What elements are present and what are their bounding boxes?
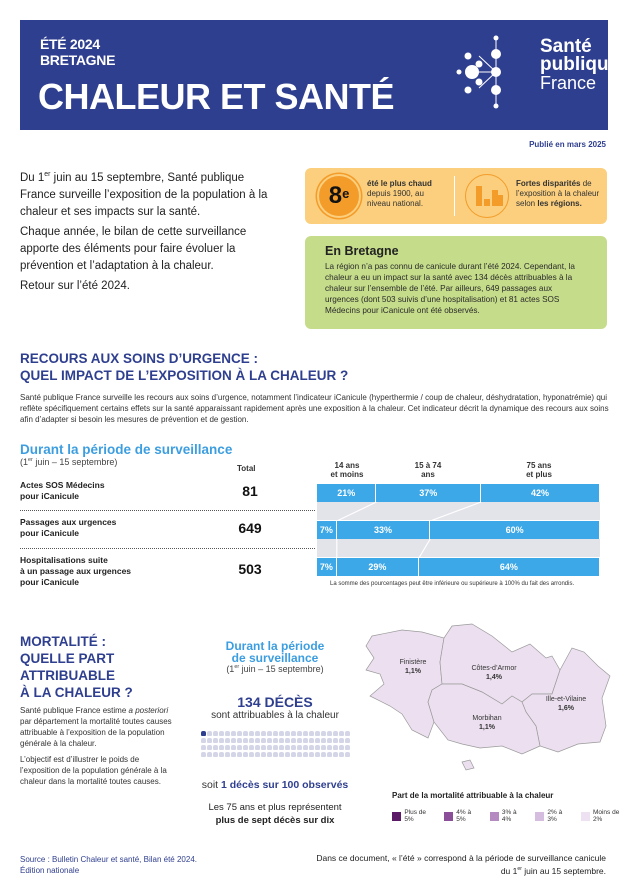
person-icon [327, 745, 332, 750]
bar-segment: 37% [376, 484, 481, 502]
legend-title: Part de la mortalité attribuable à la chaleur [392, 791, 554, 800]
person-icon [339, 731, 344, 736]
person-icon [345, 731, 350, 736]
person-icon [237, 745, 242, 750]
person-icon [285, 745, 290, 750]
person-icon [321, 738, 326, 743]
person-icon [249, 752, 254, 757]
person-icon [249, 731, 254, 736]
person-icon [243, 738, 248, 743]
mortalite-period: Durant la période de surveillance (1er juin – 15 septembre) [225, 639, 325, 674]
person-icon [333, 738, 338, 743]
publication-date: Publié en mars 2025 [529, 140, 606, 149]
urgence-description: Santé publique France surveille les recours aux soins d’urgence, notamment l’indicateur iCanicule (hyperthermie / coup de chaleur, déshydratation, hyponatrémie) qui reflète spécifiquement certains effets sur la santé apparaissant rapidement après une exposition à la chaleur. Cet indicateur décrit la dynamique des recours aux soins afin d’adapter si besoin les mesures de prévention et de gestion. [20, 393, 609, 424]
row-total-hospit: 503 [238, 561, 262, 577]
age-distribution-chart [317, 484, 600, 576]
dept-label-ille-et-vilaine: Ille-et-Vilaine 1,6% [545, 696, 587, 712]
person-icon [219, 731, 224, 736]
person-icon [291, 745, 296, 750]
bar-segment: 21% [317, 484, 376, 502]
person-icon [213, 745, 218, 750]
legend-item [535, 809, 572, 823]
legend-swatch [444, 812, 453, 821]
rank-badge: 8 e [317, 174, 361, 218]
period-dates: (1er juin – 15 septembre) [20, 457, 118, 467]
person-icon [225, 738, 230, 743]
person-icon [237, 731, 242, 736]
person-icon [267, 738, 272, 743]
person-icon [201, 731, 206, 736]
person-icon [339, 745, 344, 750]
total-header: Total [237, 464, 256, 473]
person-icon [249, 745, 254, 750]
person-icon [231, 745, 236, 750]
row-label-sos: Actes SOS Médecins pour iCanicule [20, 480, 105, 501]
map-legend [392, 809, 628, 823]
section-title-mortalite: MORTALITÉ : QUELLE PART ATTRIBUABLE À LA CHALEUR ? [20, 634, 133, 700]
connector-line [430, 502, 481, 521]
legend-swatch [535, 812, 544, 821]
person-icon [267, 745, 272, 750]
definition-text: Dans ce document, « l’été » correspond à la période de surveillance canicule du 1er juin au 15 septembre. [316, 853, 606, 876]
person-icon [279, 731, 284, 736]
person-icon [345, 738, 350, 743]
person-icon [303, 752, 308, 757]
person-icon [285, 731, 290, 736]
deaths-count: 134 DÉCÈS sont attribuables à la chaleur [211, 694, 339, 721]
person-icon [315, 731, 320, 736]
bar-segment: 60% [430, 521, 600, 539]
person-icon [345, 752, 350, 757]
person-icon [297, 738, 302, 743]
bar-chart-icon [465, 174, 509, 218]
person-icon [231, 731, 236, 736]
person-icon [207, 731, 212, 736]
source-text: Source : Bulletin Chaleur et santé, Bilan été 2024. Édition nationale [20, 855, 197, 875]
period-title: Durant la période de surveillance [20, 442, 233, 457]
person-icon [237, 752, 242, 757]
person-icon [333, 752, 338, 757]
highlights-box [305, 168, 607, 224]
person-icon [285, 752, 290, 757]
ratio-text: soit 1 décès sur 100 observés [201, 779, 349, 791]
section-title-urgence: RECOURS AUX SOINS D’URGENCE : QUEL IMPACT DE L’EXPOSITION À LA CHALEUR ? [20, 351, 349, 383]
row-divider [20, 510, 315, 511]
person-icon [339, 738, 344, 743]
season-label: ÉTÉ 2024 [40, 36, 100, 52]
bretagne-box [305, 236, 607, 329]
person-icon [279, 738, 284, 743]
person-icon [261, 745, 266, 750]
row-label-urgences: Passages aux urgences pour iCanicule [20, 517, 117, 538]
bar-segment: 33% [337, 521, 430, 539]
dept-label-morbihan: Morbihan 1,1% [472, 715, 502, 731]
person-icon [273, 731, 278, 736]
person-icon [333, 745, 338, 750]
person-icon [321, 745, 326, 750]
row-divider [20, 548, 315, 549]
map-island [462, 760, 474, 770]
person-icon [201, 745, 206, 750]
person-icon [297, 752, 302, 757]
person-icon [273, 745, 278, 750]
person-icon [207, 752, 212, 757]
person-icon [345, 745, 350, 750]
row-total-urgences: 649 [238, 520, 262, 536]
person-icon [213, 738, 218, 743]
bretagne-text: La région n’a pas connu de canicule durant l’été 2024. Cependant, la chaleur a eu un impact sur la santé avec 134 décès attribuables à la chaleur sur l’ensemble de l’été. Par ailleurs, 649 passages aux urgences (dont 503 suivis d’une hospitalisation) et 81 actes SOS Médecins pour iCanicule ont été observés. [325, 262, 575, 315]
mortalite-description: Santé publique France estime a posteriori par département la mortalité toutes causes attribuable à l’exposition de la population générale à la chaleur. L’objectif est d’illustrer le poids de l’exposition de la population générale à la chaleur dans la mortalité toutes causes. [20, 706, 172, 786]
person-icon [207, 738, 212, 743]
legend-label: 3% à 4% [501, 809, 517, 823]
person-icon [315, 752, 320, 757]
person-icon [219, 752, 224, 757]
legend-label: Moins de 2% [592, 809, 620, 823]
person-icon [255, 745, 260, 750]
age-header-15-74: 15 à 74 ans [414, 461, 442, 479]
person-icon [315, 745, 320, 750]
person-icon [225, 745, 230, 750]
person-icon [333, 731, 338, 736]
person-icon [303, 731, 308, 736]
person-icon [201, 738, 206, 743]
person-icon [213, 752, 218, 757]
person-icon [273, 738, 278, 743]
person-icon [267, 752, 272, 757]
legend-label: 2% à 3% [547, 809, 563, 823]
person-icon [279, 752, 284, 757]
person-icon [303, 745, 308, 750]
person-icon [303, 738, 308, 743]
page-title: CHALEUR ET SANTÉ [38, 76, 395, 117]
person-icon [225, 752, 230, 757]
person-icon [231, 752, 236, 757]
disparity-text: Fortes disparités de l’exposition à la chaleur selon les régions. [516, 179, 600, 208]
person-icon [231, 738, 236, 743]
legend-item [581, 809, 628, 823]
person-icon [261, 731, 266, 736]
person-icon [291, 731, 296, 736]
person-icon [309, 752, 314, 757]
person-icon [321, 731, 326, 736]
row-total-sos: 81 [242, 483, 258, 499]
person-icon [219, 745, 224, 750]
logo-icon [454, 32, 534, 112]
legend-item [444, 809, 481, 823]
person-icon [297, 731, 302, 736]
legend-swatch [581, 812, 590, 821]
legend-item [490, 809, 527, 823]
person-icon [213, 731, 218, 736]
person-icon [201, 752, 206, 757]
rank-text: été le plus chaud depuis 1900, au niveau national. [367, 179, 432, 208]
bar-segment: 29% [337, 558, 419, 576]
row-label-hospit: Hospitalisations suite à un passage aux urgences pour iCanicule [20, 555, 132, 587]
age-header-0-14: 14 ans et moins [330, 461, 364, 479]
bar-segment: 64% [419, 558, 600, 576]
bar-segment: 7% [317, 558, 337, 576]
person-icon [309, 738, 314, 743]
bretagne-title: En Bretagne [325, 244, 399, 258]
person-icon [291, 752, 296, 757]
person-icon [327, 752, 332, 757]
age-header-75plus: 75 ans et plus [526, 461, 552, 479]
legend-label: 4% à 5% [456, 809, 472, 823]
legend-swatch [392, 812, 401, 821]
people-pictogram [201, 731, 351, 757]
legend-label: Plus de 5% [404, 809, 426, 823]
person-icon [309, 745, 314, 750]
person-icon [327, 731, 332, 736]
region-label: BRETAGNE [40, 52, 116, 68]
person-icon [219, 738, 224, 743]
person-icon [243, 752, 248, 757]
header-banner [20, 20, 620, 130]
person-icon [237, 738, 242, 743]
person-icon [225, 731, 230, 736]
person-icon [309, 731, 314, 736]
person-icon [255, 738, 260, 743]
person-icon [321, 752, 326, 757]
map-finistere [366, 630, 444, 738]
person-icon [255, 731, 260, 736]
person-icon [273, 752, 278, 757]
person-icon [339, 752, 344, 757]
bar-segment: 7% [317, 521, 337, 539]
person-icon [261, 752, 266, 757]
bar-segment: 42% [481, 484, 600, 502]
person-icon [207, 745, 212, 750]
intro-text: Du 1er juin au 15 septembre, Santé publique France surveille l’exposition de la population à la chaleur et ses impacts sur la santé. Chaque année, le bilan de cette surveillance apporte des éléments pour faire évoluer la prévention et l’adaptation à la chaleur. Retour sur l’été 2024. [20, 171, 268, 292]
rounding-note: La somme des pourcentages peut être inférieure ou supérieure à 100% du fait des arrondis. [330, 581, 575, 587]
person-icon [279, 745, 284, 750]
person-icon [297, 745, 302, 750]
legend-item [392, 809, 435, 823]
person-icon [249, 738, 254, 743]
dept-label-finistere: Finistère 1,1% [399, 659, 427, 675]
person-icon [243, 731, 248, 736]
logo-text: Santé publique France [540, 36, 620, 93]
person-icon [291, 738, 296, 743]
connector-line [419, 539, 430, 558]
connector-line [337, 502, 377, 521]
person-icon [315, 738, 320, 743]
person-icon [285, 738, 290, 743]
dept-label-cotes-armor: Côtes-d’Armor 1,4% [471, 665, 517, 681]
person-icon [267, 731, 272, 736]
person-icon [255, 752, 260, 757]
elderly-text: Les 75 ans et plus représentent plus de sept décès sur dix [208, 802, 342, 826]
person-icon [261, 738, 266, 743]
person-icon [327, 738, 332, 743]
person-icon [243, 745, 248, 750]
divider [454, 176, 455, 216]
legend-swatch [490, 812, 499, 821]
